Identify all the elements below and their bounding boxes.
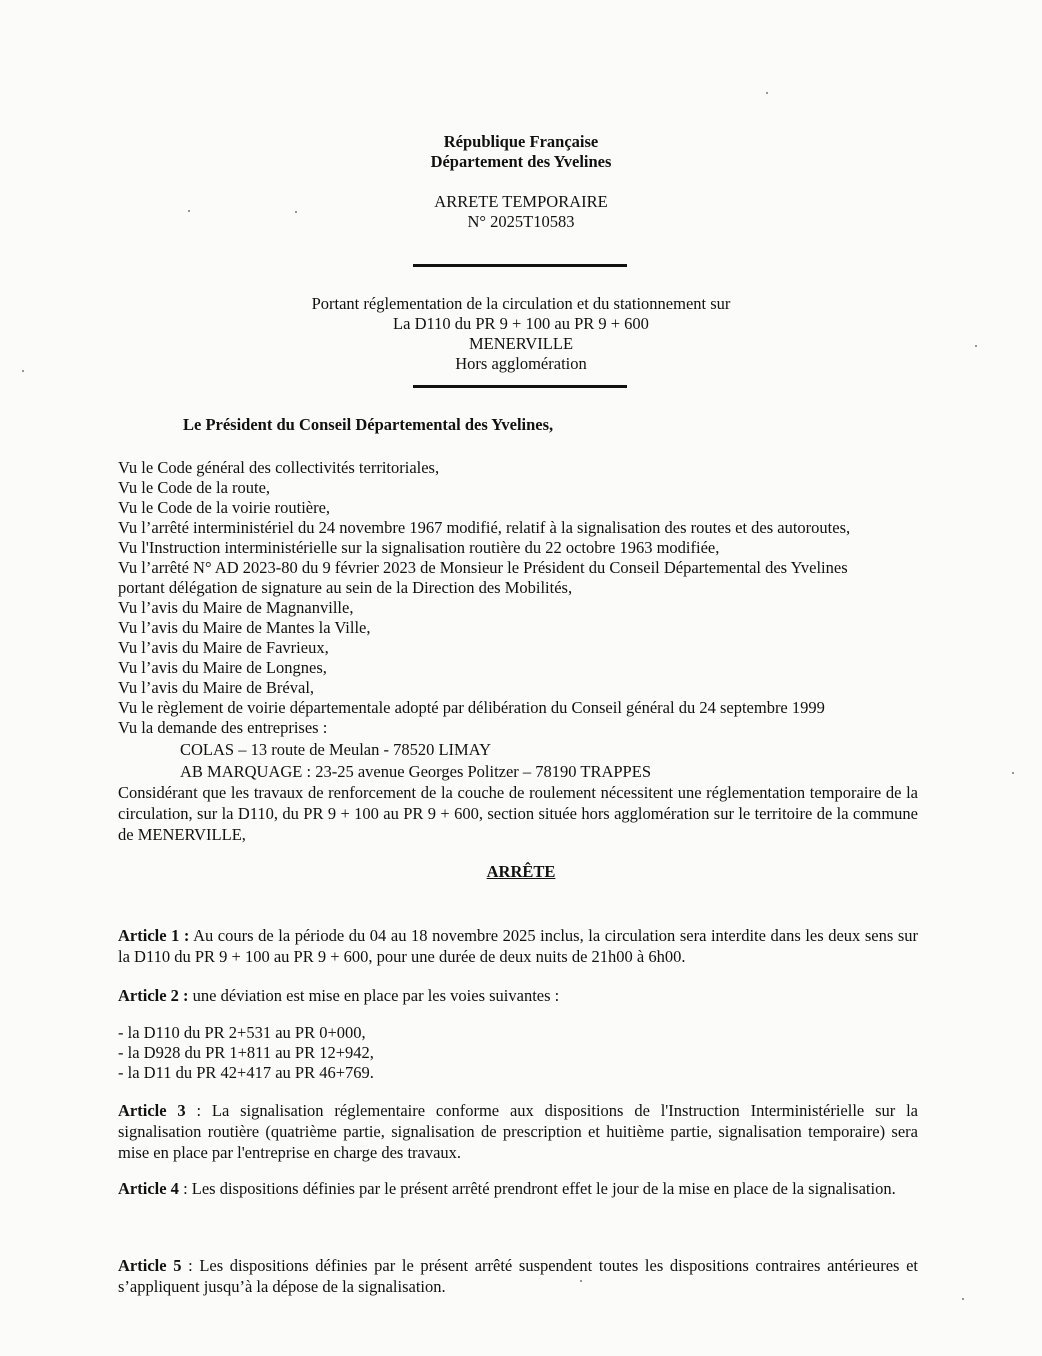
article-3-label: Article 3 (118, 1101, 186, 1120)
article-1-text: Au cours de la période du 04 au 18 novembre 2025 inclus, la circulation sera interdite dans les deux sens sur la D110 du PR 9 + 100 au PR 9 + 600, pour une durée de deux nuits de 21h00 à 6h00. (118, 926, 918, 966)
visa-line: Vu l’avis du Maire de Mantes la Ville, (118, 618, 371, 637)
visa-line: Vu le Code général des collectivités territoriales, (118, 458, 440, 477)
detour-item: - la D110 du PR 2+531 au PR 0+000, (118, 1023, 366, 1042)
visa-line: Vu la demande des entreprises : (118, 718, 328, 737)
considering-paragraph: Considérant que les travaux de renforcement de la couche de roulement nécessitent une réglementation temporaire de la circulation, sur la D110, du PR 9 + 100 au PR 9 + 600, section située hors agglomération sur le territoire de la commune de MENERVILLE, (118, 783, 918, 844)
visa-line: Vu le Code de la route, (118, 478, 271, 497)
article-5 (118, 1255, 918, 1297)
divider-bottom (413, 385, 627, 388)
article-1 (118, 925, 918, 967)
visa-line: Vu l’avis du Maire de Longnes, (118, 658, 327, 677)
visa-line: Vu le Code de la voirie routière, (118, 498, 331, 517)
article-2 (118, 985, 918, 1006)
visa-line: Vu l'Instruction interministérielle sur la signalisation routière du 22 octobre 1963 modifiée, (118, 538, 720, 557)
department-heading: Département des Yvelines (430, 152, 612, 171)
doc-number: N° 2025T10583 (467, 212, 575, 231)
visa-line: Vu le règlement de voirie départementale adopté par délibération du Conseil général du 24 septembre 1999 (118, 698, 825, 717)
scan-speck (766, 92, 768, 94)
subject-line-4: Hors agglomération (455, 354, 587, 373)
scan-speck (1012, 772, 1014, 774)
scan-speck (22, 370, 24, 372)
article-4-label: Article 4 (118, 1179, 179, 1198)
article-5-text: : Les dispositions définies par le présent arrêté suspendent toutes les dispositions contraires antérieures et s’appliquent jusqu’à la dépose de la signalisation. (118, 1256, 918, 1296)
article-4 (118, 1178, 918, 1199)
visa-line: Vu l’arrêté interministériel du 24 novembre 1967 modifié, relatif à la signalisation des routes et des autoroutes, (118, 518, 851, 537)
article-3 (118, 1100, 918, 1163)
visa-line: Vu l’arrêté N° AD 2023-80 du 9 février 2023 de Monsieur le Président du Conseil Départemental des Yvelines (118, 558, 848, 577)
divider-top (413, 264, 627, 267)
subject-line-1: Portant réglementation de la circulation et du stationnement sur (311, 294, 731, 313)
article-2-text: une déviation est mise en place par les voies suivantes : (188, 986, 560, 1005)
scan-speck (295, 211, 297, 213)
president-heading: Le Président du Conseil Départemental des Yvelines, (183, 415, 554, 434)
republic-heading: République Française (443, 132, 599, 151)
detour-item: - la D11 du PR 42+417 au PR 46+769. (118, 1063, 374, 1082)
subject-line-3: MENERVILLE (468, 334, 574, 353)
scan-speck (962, 1298, 964, 1300)
scan-speck (580, 1280, 582, 1282)
article-4-text: : Les dispositions définies par le présent arrêté prendront effet le jour de la mise en place de la signalisation. (178, 1179, 896, 1198)
visa-line: portant délégation de signature au sein de la Direction des Mobilités, (118, 578, 573, 597)
company-line: AB MARQUAGE : 23-25 avenue Georges Politzer – 78190 TRAPPES (180, 762, 651, 781)
visa-line: Vu l’avis du Maire de Magnanville, (118, 598, 354, 617)
article-2-label: Article 2 : (118, 986, 189, 1005)
visa-line: Vu l’avis du Maire de Bréval, (118, 678, 315, 697)
arrete-title: ARRÊTE (486, 862, 556, 881)
company-line: COLAS – 13 route de Meulan - 78520 LIMAY (180, 740, 492, 759)
article-3-text: : La signalisation réglementaire conforme aux dispositions de l'Instruction Interministérielle sur la signalisation routière (quatrième partie, signalisation de prescription et huitième partie, signalisation temporaire) sera mise en place par l'entreprise en charge des travaux. (118, 1101, 918, 1162)
scan-speck (188, 210, 190, 212)
visa-line: Vu l’avis du Maire de Favrieux, (118, 638, 329, 657)
detour-item: - la D928 du PR 1+811 au PR 12+942, (118, 1043, 374, 1062)
article-5-label: Article 5 (118, 1256, 182, 1275)
scan-speck (975, 345, 977, 347)
article-1-label: Article 1 : (118, 926, 190, 945)
subject-line-2: La D110 du PR 9 + 100 au PR 9 + 600 (393, 314, 649, 333)
doc-type: ARRETE TEMPORAIRE (434, 192, 608, 211)
